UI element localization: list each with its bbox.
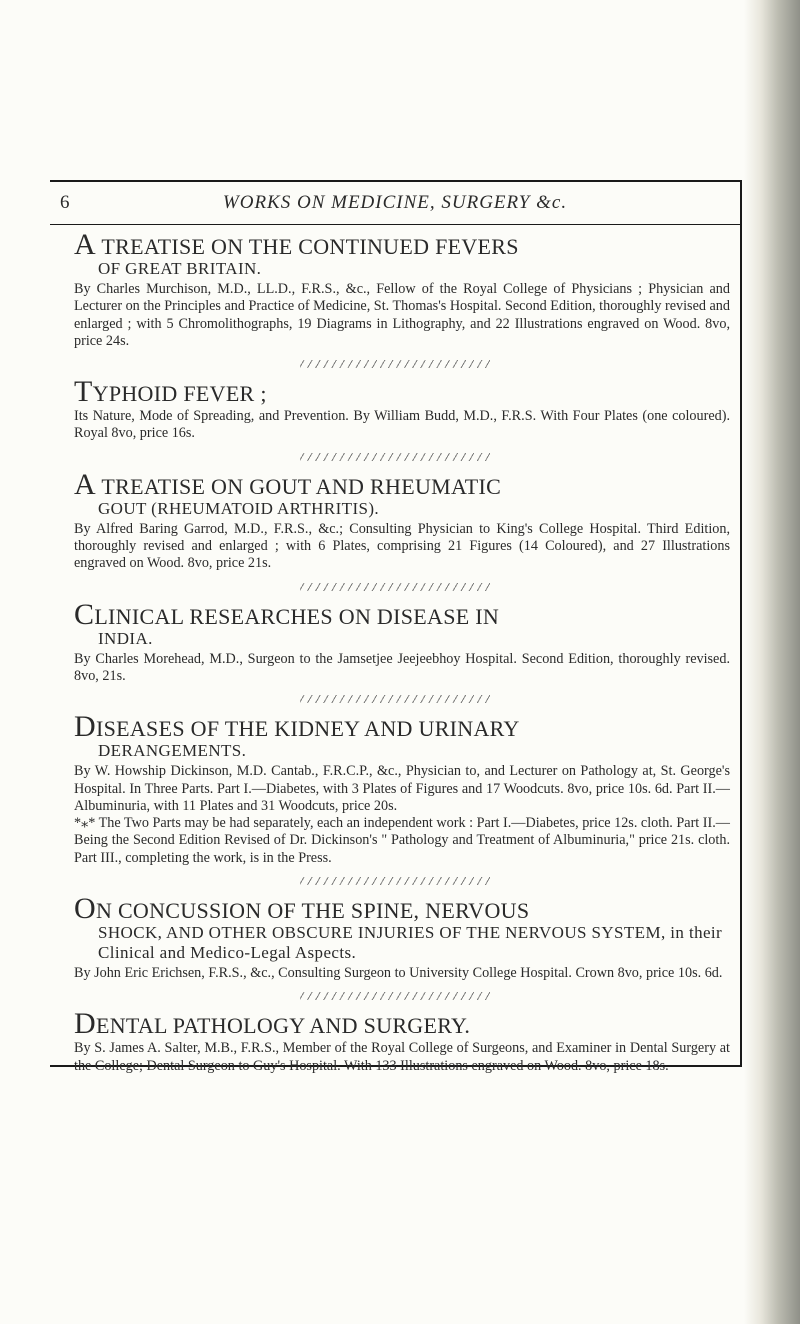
wavy-divider — [300, 992, 490, 1000]
entry-kidney-diseases — [50, 710, 740, 867]
drop-initial: D — [74, 710, 96, 744]
title-line-2: OF GREAT BRITAIN. — [98, 259, 262, 278]
entry-description: By S. James A. Salter, M.B., F.R.S., Member of the Royal College of Surgeons, and Examiner in Dental Surgery at the College; Dental Surgeon to Guy's Hospital. With 133 Illustrations engraved on Wood. 8vo, price 18s. — [74, 1040, 730, 1074]
wavy-divider — [300, 877, 490, 885]
drop-initial: T — [74, 375, 93, 409]
title-line-1: ENTAL PATHOLOGY AND SURGERY. — [95, 1013, 471, 1039]
entry-description: By John Eric Erichsen, F.R.S., &c., Consulting Surgeon to University College Hospital. Crown 8vo, price 10s. 6d. — [74, 965, 723, 982]
title-line-2: GOUT (RHEUMATOID ARTHRITIS). — [98, 498, 380, 518]
entry-gout — [50, 467, 740, 573]
entry-description: By Alfred Baring Garrod, M.D., F.R.S., &c.; Consulting Physician to King's College Hospital. Third Edition, thoroughly revised and enlarged ; with 6 Plates, comprising 21 Figures (14 Coloured), and 27 Illustrations engraved on Wood. 8vo, price 21s. — [74, 520, 730, 572]
catalogue-entries — [50, 228, 740, 1075]
title-line-2: INDIA. — [98, 628, 153, 648]
drop-initial: C — [74, 597, 95, 631]
title-line-1: N CONCUSSION OF THE SPINE, NERVOUS — [95, 898, 530, 924]
entry-title — [74, 597, 730, 649]
wavy-divider — [300, 695, 490, 703]
header-rule — [50, 224, 740, 225]
page-number: 6 — [60, 192, 70, 213]
running-header — [50, 188, 740, 218]
entry-dental-pathology — [50, 1007, 740, 1075]
entry-title — [74, 467, 730, 519]
entry-title — [74, 1007, 730, 1041]
title-line-1: TREATISE ON THE CONTINUED FEVERS — [101, 234, 519, 259]
entry-description: Its Nature, Mode of Spreading, and Prevention. By William Budd, M.D., F.R.S. With Four Plates (one coloured). Royal 8vo, price 16s. — [74, 408, 730, 442]
book-page — [50, 180, 742, 1074]
title-line-1: YPHOID FEVER ; — [92, 381, 267, 407]
drop-initial: A — [74, 228, 96, 261]
entry-concussion-spine — [50, 892, 740, 982]
entry-description: By Charles Morehead, M.D., Surgeon to the Jamsetjee Jeejeebhoy Hospital. Second Edition, thoroughly revised. 8vo, 21s. — [74, 650, 730, 684]
title-line-1: LINICAL RESEARCHES ON DISEASE IN — [94, 603, 500, 629]
title-line-2: DERANGEMENTS. — [98, 741, 247, 761]
entry-description: By Charles Murchison, M.D., LL.D., F.R.S., &c., Fellow of the Royal College of Physicians ; Physician and Lecturer on the Principles and Practice of Medicine, St. Thomas's Hospital. Second Edition, thoroughly revised and enlarged ; with 5 Chromolithographs, 19 Diagrams in Lithography, and 22 Illustrations engraved on Wood. 8vo, price 24s. — [74, 281, 730, 349]
entry-note: *⁎* The Two Parts may be had separately, each an independent work : Part I.—Diabetes, price 12s. cloth. Part II.—Being the Second Edition Revised of Dr. Dickinson's " Pathology and Treatment of Albuminuria," price 21s. cloth. Part III., completing the work, is in the Press. — [74, 815, 730, 866]
entry-description: By W. Howship Dickinson, M.D. Cantab., F.R.C.P., &c., Physician to, and Lecturer on Pathology at, St. George's Hospital. In Three Parts. Part I.—Diabetes, with 3 Plates of Figures and 17 Woodcuts. 8vo, price 10s. 6d. Part II.—Albuminuria, with 11 Plates and 31 Woodcuts, price 20s. — [74, 763, 730, 814]
wavy-divider — [300, 453, 490, 461]
entry-continued-fevers — [50, 228, 740, 350]
entry-clinical-researches — [50, 597, 740, 686]
drop-initial: A — [74, 467, 96, 501]
wavy-divider — [300, 583, 490, 591]
entry-title — [74, 228, 730, 279]
drop-initial: O — [74, 892, 96, 926]
book-page-edge — [744, 0, 800, 1324]
title-line-2: SHOCK, AND OTHER OBSCURE INJURIES OF THE NERVOUS SYSTEM, in their Clinical and Medico-Legal Aspects. — [98, 923, 723, 963]
drop-initial: D — [74, 1007, 96, 1041]
title-line-1: ISEASES OF THE KIDNEY AND URINARY — [95, 716, 520, 742]
running-title: WORKS ON MEDICINE, SURGERY &c. — [222, 192, 568, 213]
entry-title — [74, 375, 730, 409]
wavy-divider — [300, 360, 490, 368]
entry-title — [74, 710, 730, 761]
entry-typhoid-fever — [50, 375, 740, 443]
entry-title — [74, 892, 730, 963]
top-rule — [50, 180, 740, 182]
title-line-1: TREATISE ON GOUT AND RHEUMATIC — [101, 473, 502, 499]
